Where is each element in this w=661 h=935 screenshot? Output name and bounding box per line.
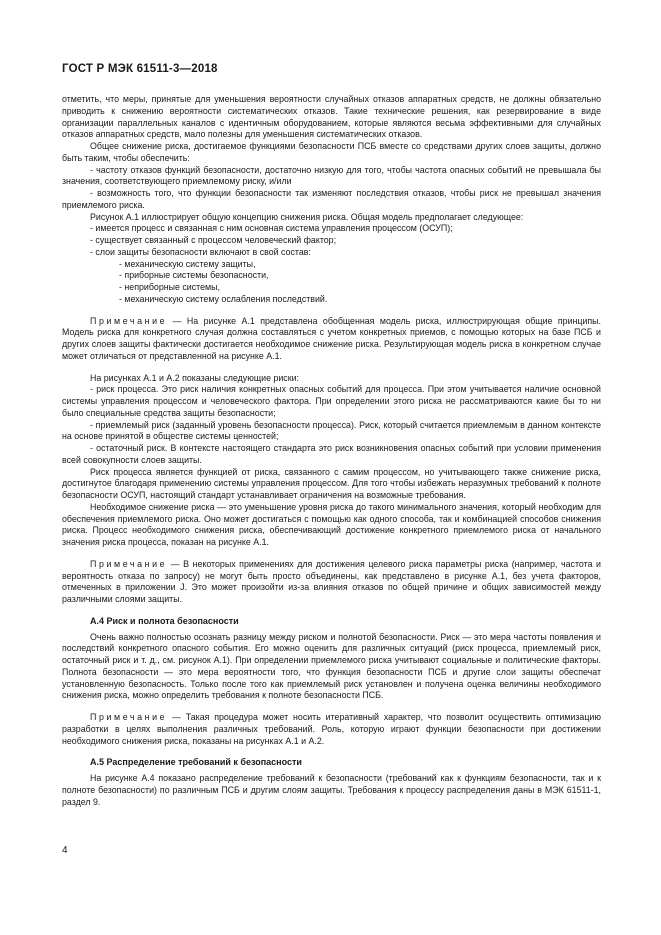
sub-list-item: - механическую систему защиты, bbox=[119, 258, 256, 269]
note-label: Примечание bbox=[90, 712, 168, 722]
list-item: - приемлемый риск (заданный уровень безопасности процесса). Риск, который считается приемлемым в данном контексте на основе принятой в обществе системы ценностей; bbox=[62, 419, 601, 442]
note bbox=[62, 316, 601, 363]
note-text: — В некоторых применениях для достижения целевого риска параметры риска (например, частота и вероятность отказа по запросу) не могут быть просто объединены, как представлено в рисунке А.1, без учета факторов, отмеченных в приложении J. Это может произойти из-за влияния отказов по общей причине и общих зависимостей между различными слоями защиты. bbox=[62, 558, 601, 604]
sub-list-item: - приборные системы безопасности, bbox=[119, 270, 269, 281]
section-heading: А.5 Распределение требований к безопасности bbox=[90, 757, 302, 768]
paragraph: Рисунок А.1 иллюстрирует общую концепцию снижения риска. Общая модель предполагает следующее: bbox=[90, 211, 524, 222]
section-heading: А.4 Риск и полнота безопасности bbox=[90, 615, 239, 626]
paragraph: отметить, что меры, принятые для уменьшения вероятности случайных отказов аппаратных средств, не должны обязательно приводить к снижению вероятности систематических отказов. Такие технические решения, как резервирование в виде организации параллельных каналов с идентичным оборудованием, которые являются весьма эффективными для случайных отказов аппаратных средств, мало полезны для уменьшения систематических отказов. bbox=[62, 94, 601, 140]
note-label: Примечание bbox=[90, 558, 168, 569]
document-body bbox=[62, 94, 601, 808]
note bbox=[62, 712, 601, 747]
sub-list-item: - механическую систему ослабления последствий. bbox=[119, 293, 328, 304]
paragraph: На рисунке А.4 показано распределение требований к безопасности (требований как к функциям безопасности, так и к полноте безопасности) по различным ПСБ и другим слоям защиты. Требования к процессу распределения даны в МЭК 61511-1, раздел 9. bbox=[62, 773, 601, 807]
paragraph: Риск процесса является функцией от риска, связанного с самим процессом, но учитывающего также снижение риска, достигнутое благодаря применению системы управления процессом. Для того чтобы избежать неразумных требований к полноте безопасности ОСУП, настоящий стандарт устанавливает ограничения на возможные требования. bbox=[62, 466, 601, 500]
paragraph: Общее снижение риска, достигаемое функциями безопасности ПСБ вместе со средствами других слоев защиты, должно быть таким, чтобы обеспечить: bbox=[62, 141, 601, 163]
list-item: - существует связанный с процессом человеческий фактор; bbox=[90, 235, 337, 245]
list-item: - слои защиты безопасности включают в свой состав: bbox=[90, 246, 311, 257]
list-item: - частоту отказов функций безопасности, достаточно низкую для того, чтобы частота опасных событий не превышала бы значения, соответствующего приемлемому риску, и/или bbox=[62, 164, 601, 187]
list-item: - риск процесса. Это риск наличия конкретных опасных событий для процесса. При этом учитывается наличие основной системы управления процессом и человеческого фактора. При определении этого риска не рассматриваются какие бы то ни было специальные средства защиты безопасности; bbox=[62, 384, 601, 418]
note-label: Примечание bbox=[90, 315, 168, 326]
note-text: — Такая процедура может носить итеративный характер, что позволит осуществить оптимизацию разработки в целях выполнения различных требований. Роль, которую играют функции безопасности при достижении необходимого снижения риска, показаны на рисунках А.1 и А.2. bbox=[62, 712, 601, 746]
note-text: — На рисунке А.1 представлена обобщенная модель риска, иллюстрирующая общие принципы. Модель риска для конкретного случая должна составляться с учетом конкретных приемов, с помощью которых на базе ПСБ и других слоев защиты фактически достигается необходимое снижение риска. Результирующая модель риска в конкретном случае может отличаться от представленной на рисунке А.1. bbox=[62, 315, 601, 361]
list-item: - имеется процесс и связанная с ним основная система управления процессом (ОСУП); bbox=[90, 223, 453, 234]
paragraph: Необходимое снижение риска — это уменьшение уровня риска до такого минимального значения, который необходим для обеспечения приемлемого риска. Оно может достигаться с помощью как одного способа, так и комбинацией способов снижения риска. Процесс необходимого снижения риска, обеспечивающий достижение конкретного приемлемого риска от начального значения риска процесса, показан на рисунке А.1. bbox=[62, 501, 601, 547]
paragraph: На рисунках А.1 и А.2 показаны следующие риски: bbox=[90, 372, 299, 383]
note bbox=[62, 559, 601, 606]
sub-list-item: - неприборные системы, bbox=[119, 282, 220, 292]
list-item: - возможность того, что функции безопасности так изменяют последствия отказов, чтобы риск не превышал значения приемлемого риска. bbox=[62, 188, 601, 210]
paragraph: Очень важно полностью осознать разницу между риском и полнотой безопасности. Риск — это мера частоты появления и последствий конкретного опасного события. Его можно оценить для различных ситуаций (риск процесса, приемлемый риск, остаточный риск и т. д., см. рисунок А.1). При определении приемлемого риска учитывают социальные и политические факторы. Полнота безопасности — это мера вероятности того, что функция безопасности ПСБ и другие слои защиты обеспечат установленную безопасность. Только после того как приемлемый риск установлен и получена оценка величины необходимого снижения риска, можно определить требования к полноте безопасности ПСБ. bbox=[62, 631, 601, 701]
list-item: - остаточный риск. В контексте настоящего стандарта это риск возникновения опасных событий при условии применения всей совокупности слоев защиты. bbox=[62, 443, 601, 465]
page-number: 4 bbox=[62, 845, 68, 856]
standard-header: ГОСТ Р МЭК 61511-3—2018 bbox=[62, 63, 218, 75]
